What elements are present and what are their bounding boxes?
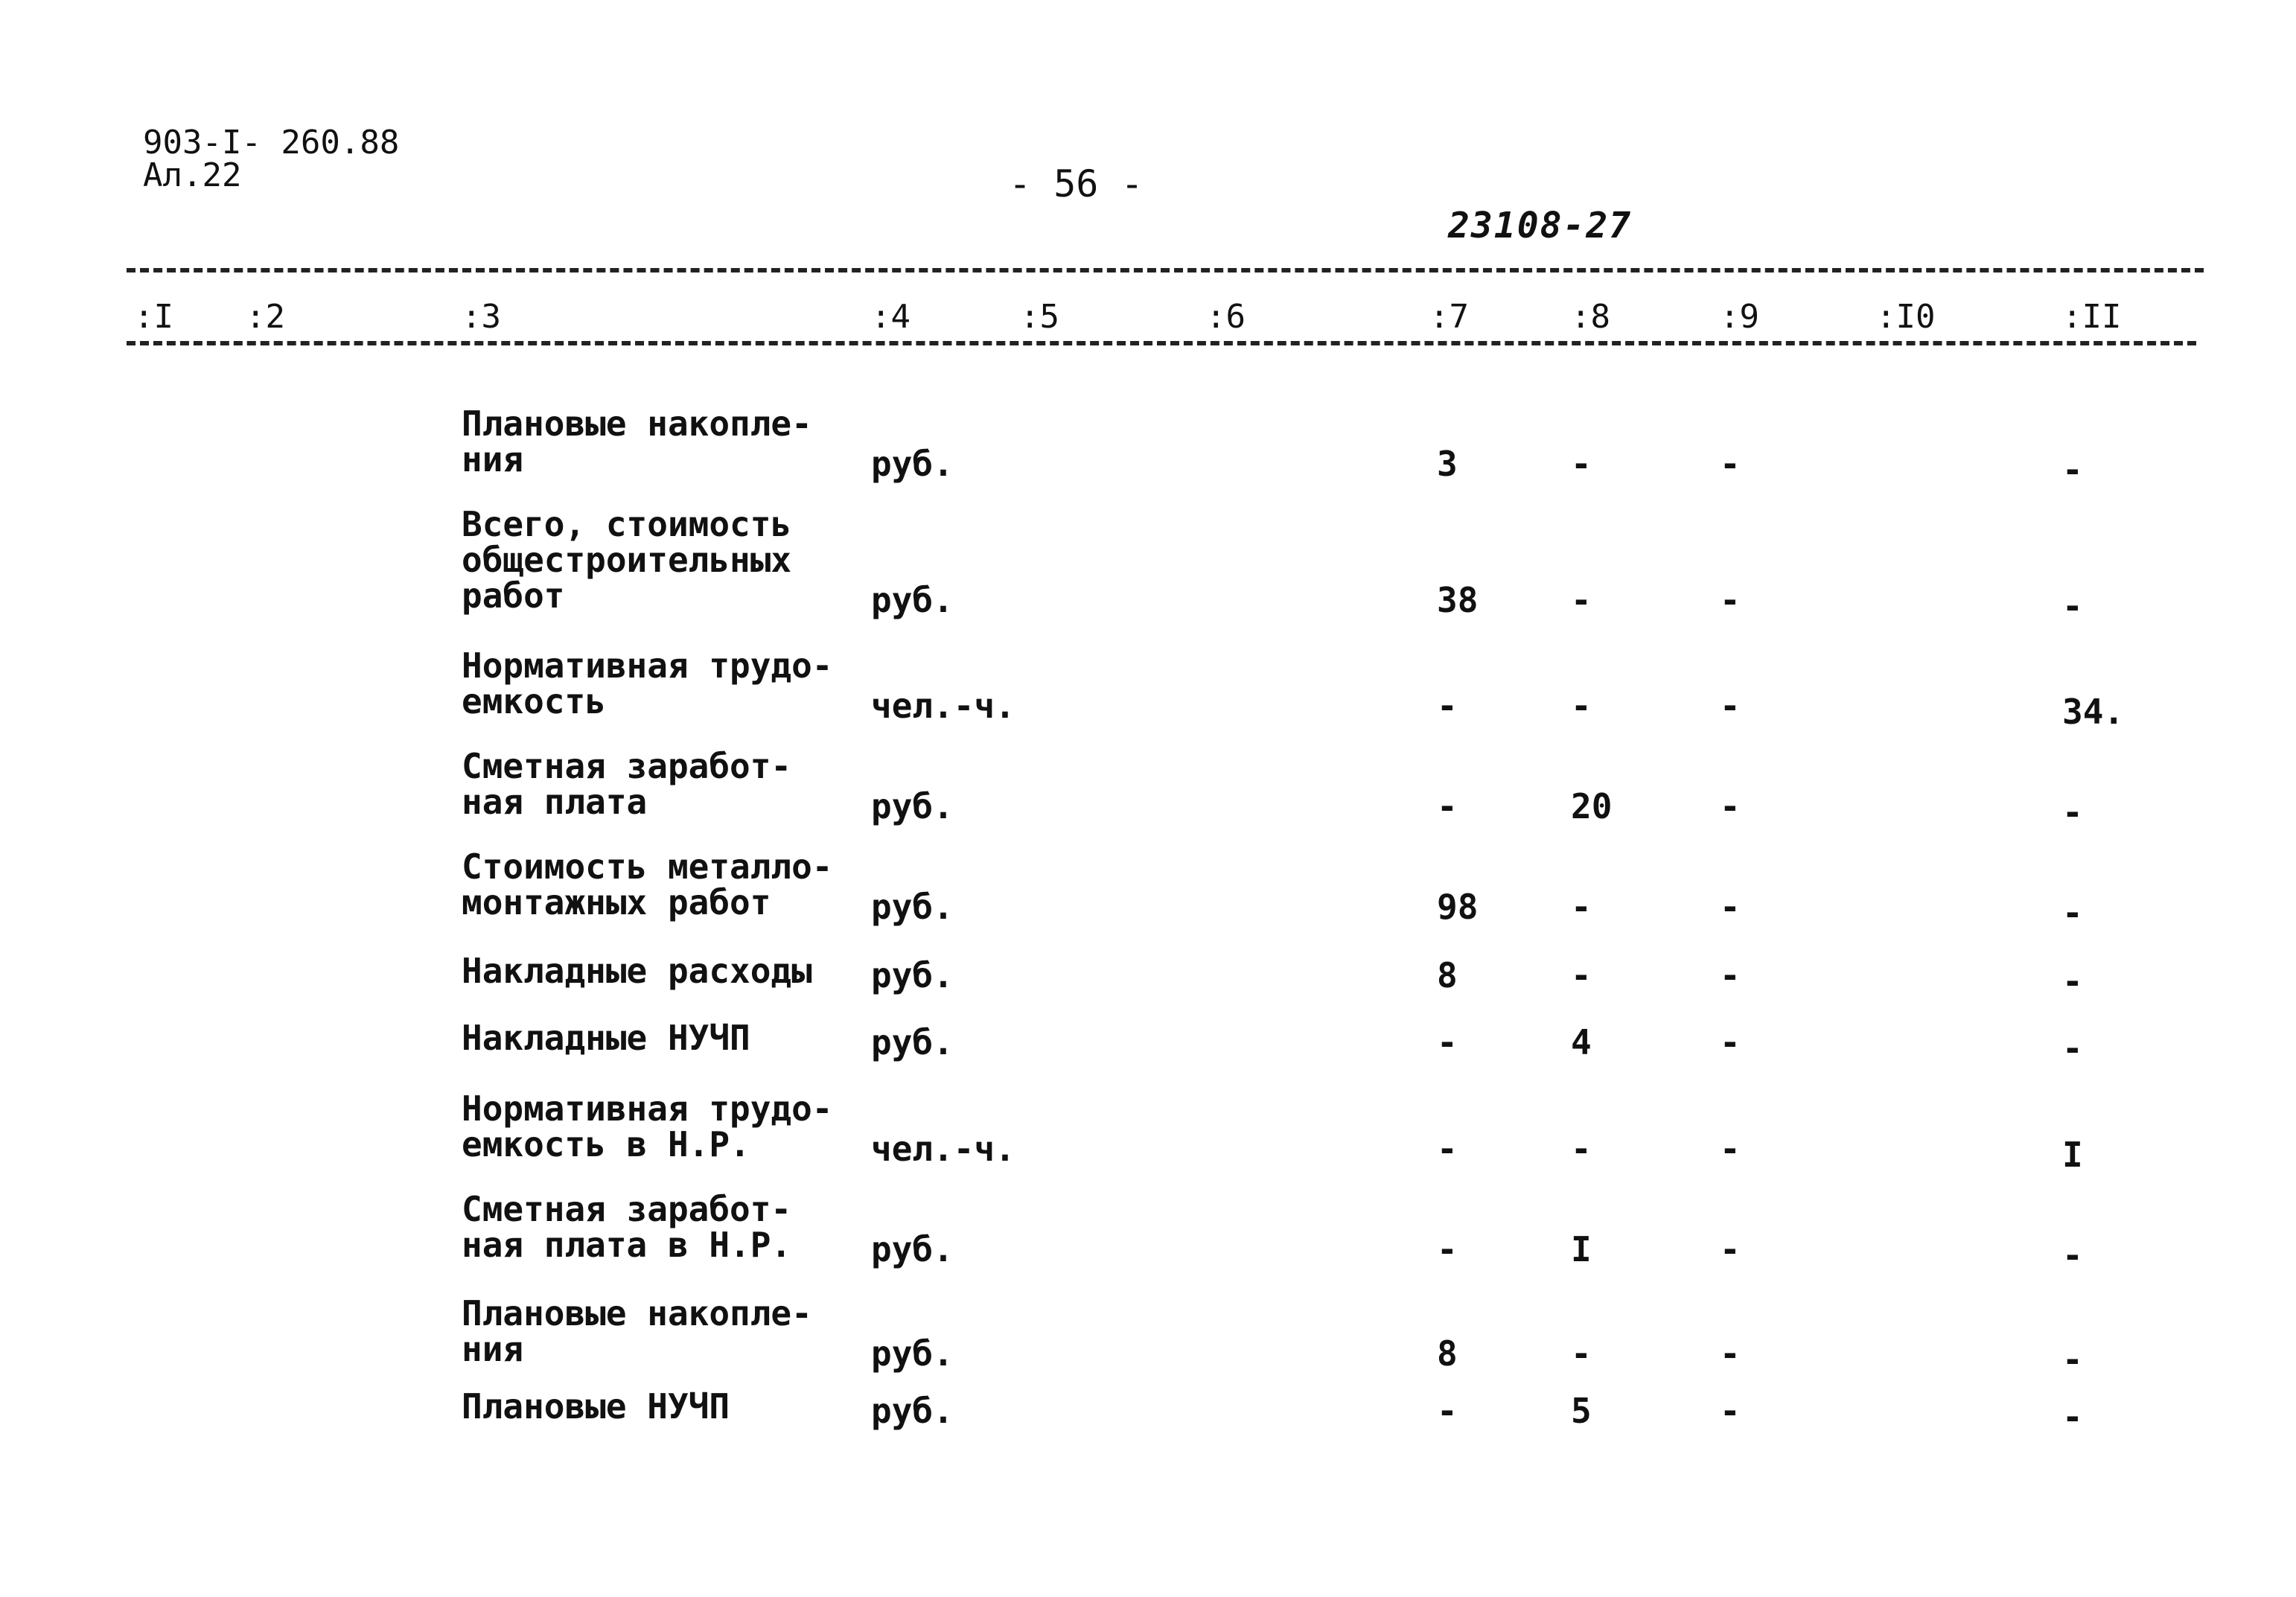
col9-value: - [1720, 786, 1741, 826]
col11-value: - [2062, 893, 2083, 933]
col11-value: - [2062, 450, 2083, 490]
col9-value: - [1720, 1022, 1741, 1062]
col8-value: 5 [1571, 1391, 1592, 1431]
row-label: Сметная заработ- ная плата в Н.Р. [462, 1189, 792, 1265]
col9-value: - [1720, 1391, 1741, 1431]
col7-value: 3 [1437, 444, 1458, 484]
col8-value: - [1571, 1129, 1592, 1169]
row-label: Нормативная трудо- емкость [462, 646, 833, 721]
col8-value: I [1571, 1229, 1592, 1269]
col7-value: 38 [1437, 580, 1479, 620]
col11-value: - [2062, 1397, 2083, 1437]
col8-value: - [1571, 444, 1592, 484]
column-header-9: :9 [1720, 298, 1759, 336]
col11-value: I [2062, 1135, 2083, 1175]
col7-value: 8 [1437, 955, 1458, 995]
col8-value: - [1571, 686, 1592, 726]
column-header-4: :4 [871, 298, 911, 336]
column-header-8: :8 [1571, 298, 1610, 336]
column-header-5: :5 [1020, 298, 1059, 336]
col9-value: - [1720, 444, 1741, 484]
row-unit: руб. [871, 1022, 954, 1062]
col7-value: - [1437, 1229, 1458, 1269]
column-header-10: :I0 [1876, 298, 1936, 336]
col8-value: 4 [1571, 1022, 1592, 1062]
row-label: Плановые накопле- ния [462, 404, 812, 479]
col11-value: - [2062, 792, 2083, 832]
row-label: Нормативная трудо- емкость в Н.Р. [462, 1088, 833, 1164]
row-label: Сметная заработ- ная плата [462, 746, 792, 822]
row-unit: руб. [871, 444, 954, 484]
row-label: Плановые НУЧП [462, 1386, 730, 1427]
row-label: Всего, стоимость общестроительных работ [462, 504, 792, 616]
column-header-7: :7 [1429, 298, 1469, 336]
row-unit: чел.-ч. [871, 686, 1015, 726]
column-header-2: :2 [246, 298, 285, 336]
col8-value: - [1571, 580, 1592, 620]
row-unit: руб. [871, 786, 954, 826]
row-unit: руб. [871, 1229, 954, 1269]
row-label: Стоимость металло- монтажных работ [462, 847, 833, 922]
column-header-rule [127, 341, 2196, 345]
col9-value: - [1720, 580, 1741, 620]
column-header-11: :II [2062, 298, 2122, 336]
col8-value: 20 [1571, 786, 1613, 826]
col7-value: 8 [1437, 1333, 1458, 1374]
row-unit: руб. [871, 955, 954, 995]
row-label: Накладные расходы [462, 951, 812, 991]
page-number: - 56 - [1009, 162, 1144, 205]
col7-value: - [1437, 1391, 1458, 1431]
col11-value: 34. [2062, 692, 2125, 732]
column-header-1: :I [134, 298, 173, 336]
col11-value: - [2062, 1235, 2083, 1275]
row-label: Плановые накопле- ния [462, 1293, 812, 1369]
col11-value: - [2062, 961, 2083, 1001]
col9-value: - [1720, 1229, 1741, 1269]
row-unit: руб. [871, 580, 954, 620]
col7-value: - [1437, 1022, 1458, 1062]
col11-value: - [2062, 586, 2083, 626]
col11-value: - [2062, 1339, 2083, 1380]
col9-value: - [1720, 955, 1741, 995]
document-code: 903-I- 260.88 [143, 124, 400, 162]
row-label: Накладные НУЧП [462, 1018, 750, 1058]
col8-value: - [1571, 887, 1592, 927]
col7-value: - [1437, 786, 1458, 826]
col8-value: - [1571, 1333, 1592, 1374]
col11-value: - [2062, 1028, 2083, 1068]
col8-value: - [1571, 955, 1592, 995]
col9-value: - [1720, 887, 1741, 927]
archive-stamp: 23108-27 [1448, 205, 1633, 246]
col7-value: - [1437, 1129, 1458, 1169]
col7-value: - [1437, 686, 1458, 726]
sheet-label: Ал.22 [143, 156, 242, 194]
header-rule [127, 268, 2204, 272]
col9-value: - [1720, 1129, 1741, 1169]
row-unit: руб. [871, 1391, 954, 1431]
col7-value: 98 [1437, 887, 1479, 927]
row-unit: чел.-ч. [871, 1129, 1015, 1169]
col9-value: - [1720, 1333, 1741, 1374]
row-unit: руб. [871, 887, 954, 927]
row-unit: руб. [871, 1333, 954, 1374]
column-header-6: :6 [1206, 298, 1246, 336]
column-header-3: :3 [462, 298, 501, 336]
col9-value: - [1720, 686, 1741, 726]
